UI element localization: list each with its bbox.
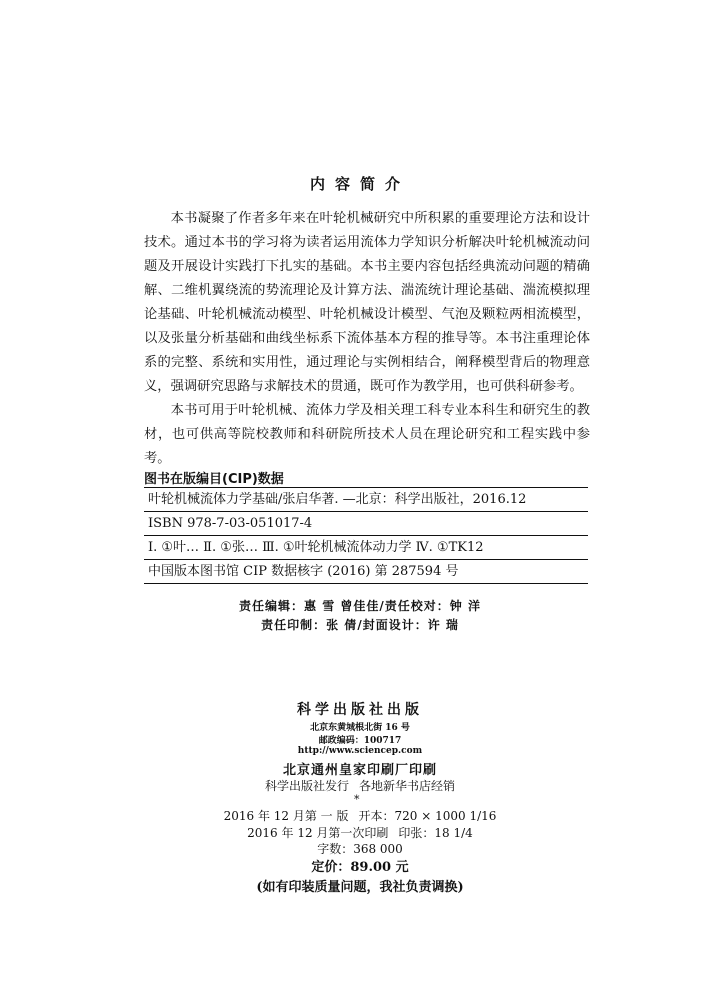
cover-designer: 许 瑞 <box>427 618 459 632</box>
printing-line <box>0 824 720 841</box>
print-sheets: 印张：18 1/4 <box>398 826 473 840</box>
proof-label: /责任校对： <box>379 599 450 613</box>
book-format: 开本：720 × 1000 1/16 <box>358 809 497 823</box>
editor-label: 责任编辑： <box>239 599 305 613</box>
cip-line-record-number: 中国版本图书馆 CIP 数据核字 (2016) 第 287594 号 <box>144 559 588 584</box>
publisher-website: http://www.sciencep.com <box>297 746 423 756</box>
edition-line <box>0 807 720 824</box>
distribution-publisher: 科学出版社发行 <box>264 779 349 793</box>
cip-line-isbn: ISBN 978-7-03-051017-4 <box>144 511 588 535</box>
print-label: 责任印制： <box>261 618 327 632</box>
distribution-bookstores: 各地新华书店经销 <box>359 779 456 793</box>
cip-header: 图书在版编目(CIP)数据 <box>144 472 284 487</box>
credits-line-1 <box>0 597 720 614</box>
summary-paragraph-1: 本书凝聚了作者多年来在叶轮机械研究中所积累的重要理论方法和设计技术。通过本书的学习将为读者运用流体力学知识分析解决叶轮机械流动问题及开展设计实践打下扎实的基础。本书主要内容包括经典流动问题的精确解、二维机翼绕流的势流理论及计算方法、湍流统计理论基础、湍流模拟理论基础、叶轮机械流动模型、叶轮机械设计模型、气泡及颗粒两相流模型，以及张量分析基础和曲线坐标系下流体基本方程的推导等。本书注重理论体系的完整、系统和实用性，通过理论与实例相结合，阐释模型背后的物理意义，强调研究思路与求解技术的贯通，既可作为教学用，也可供科研参考。 <box>144 211 590 394</box>
publisher-postcode: 邮政编码：100717 <box>318 736 402 746</box>
print-person: 张 倩 <box>326 618 358 632</box>
price: 定价：89.00 元 <box>311 860 409 875</box>
quality-note: (如有印装质量问题，我社负责调换) <box>256 880 464 895</box>
word-count: 字数：368 000 <box>317 842 403 856</box>
printer-name: 北京通州皇家印刷厂印刷 <box>282 763 437 778</box>
proofreader: 钟 洋 <box>449 599 481 613</box>
summary-title: 内容简介 <box>309 175 410 193</box>
distribution-line <box>0 777 720 794</box>
star-separator: * <box>354 793 360 806</box>
cip-data-block <box>144 487 588 584</box>
credits-line-2 <box>0 616 720 633</box>
publisher-address: 北京东黄城根北街 16 号 <box>310 723 410 733</box>
cover-label: /封面设计： <box>357 618 428 632</box>
publisher-name: 科学出版社出版 <box>297 702 423 718</box>
summary-paragraph-2: 本书可用于叶轮机械、流体力学及相关理工科专业本科生和研究生的教材，也可供高等院校教师和科研院所技术人员在理论研究和工程实践中参考。 <box>144 403 590 466</box>
print-date: 2016 年 12 月第一次印刷 <box>247 826 389 840</box>
cip-line-title: 叶轮机械流体力学基础/张启华著. —北京：科学出版社，2016.12 <box>144 487 588 511</box>
edition-date: 2016 年 12 月第 一 版 <box>223 809 349 823</box>
editors: 惠 雪 曾佳佳 <box>304 599 380 613</box>
cip-line-classification: Ⅰ. ①叶… Ⅱ. ①张… Ⅲ. ①叶轮机械流体动力学 Ⅳ. ①TK12 <box>144 535 588 559</box>
summary-text <box>144 207 590 471</box>
